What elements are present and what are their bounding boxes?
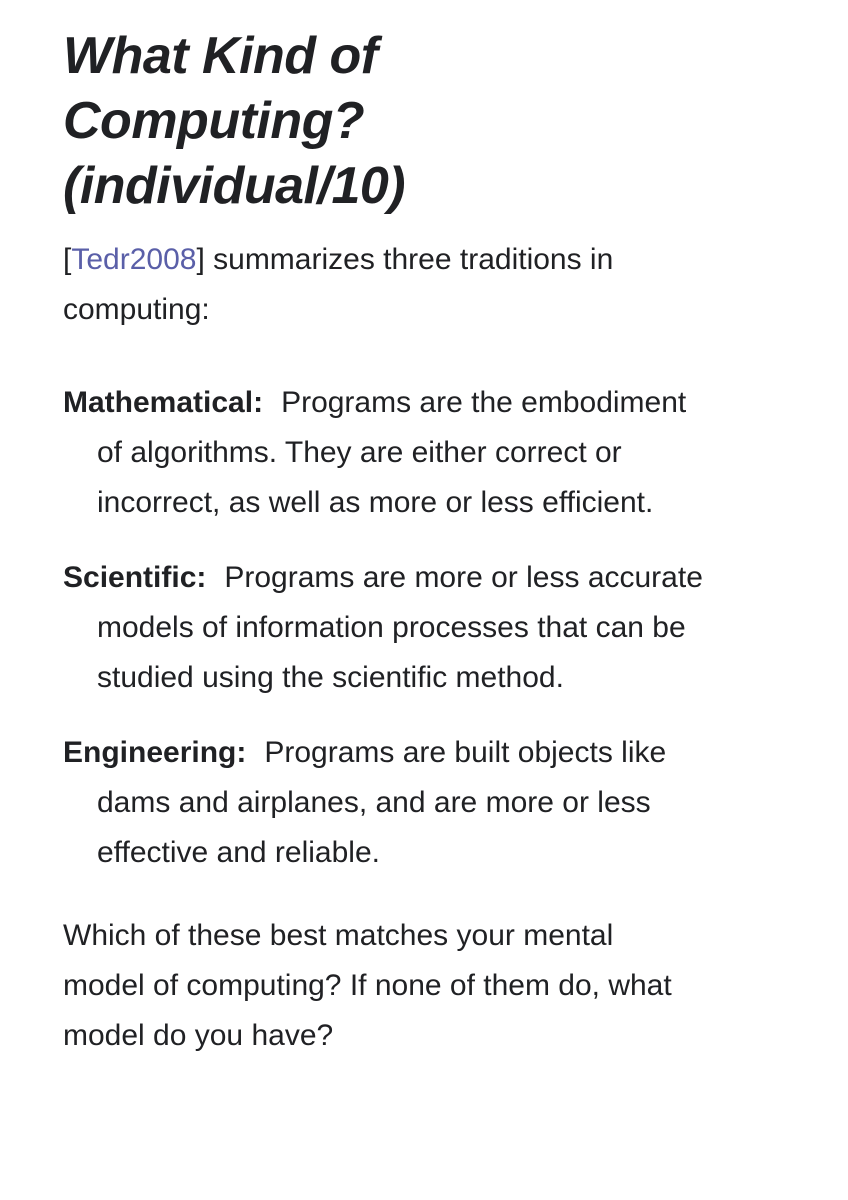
tradition-scientific bbox=[63, 553, 703, 703]
title-line-2: Computing? bbox=[63, 92, 365, 150]
tradition-term: Mathematical: bbox=[63, 386, 264, 419]
intro-text: summarizes three traditions in computing: bbox=[63, 243, 614, 326]
intro-paragraph bbox=[63, 235, 693, 335]
citation-link[interactable]: Tedr2008 bbox=[71, 243, 197, 276]
tradition-term: Scientific: bbox=[63, 561, 207, 594]
tradition-description: Programs are the embodiment of algorithms. They are either correct or incorrect, as well as more or less efficient. bbox=[97, 386, 687, 519]
tradition-description: Programs are built objects like dams and airplanes, and are more or less effective and reliable. bbox=[97, 736, 667, 869]
traditions-list bbox=[63, 378, 703, 878]
tradition-description: Programs are more or less accurate models of information processes that can be studied using the scientific method. bbox=[97, 561, 703, 694]
question-paragraph: Which of these best matches your mental model of computing? If none of them do, what model do you have? bbox=[63, 919, 672, 1052]
citation-close-bracket: ] bbox=[196, 243, 205, 276]
citation-open-bracket: [ bbox=[63, 243, 72, 276]
tradition-term: Engineering: bbox=[63, 736, 247, 769]
tradition-mathematical bbox=[63, 378, 703, 528]
article-section bbox=[63, 24, 703, 1061]
page-title bbox=[63, 24, 703, 219]
title-line-1: What Kind of bbox=[63, 27, 378, 85]
title-line-3: (individual/10) bbox=[63, 157, 406, 215]
tradition-engineering bbox=[63, 728, 703, 878]
